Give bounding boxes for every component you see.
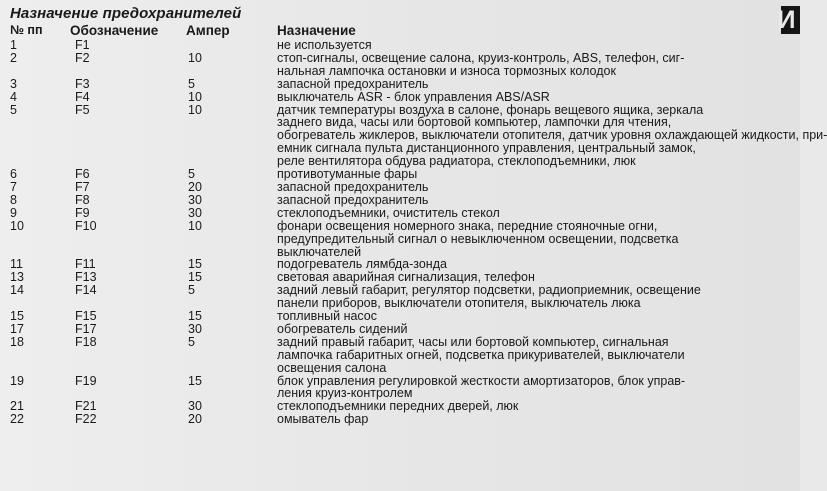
fuse-purpose-line: лампочка габаритных огней, подсветка прикуривателей, выключатели — [277, 347, 685, 362]
row-number: 18 — [10, 334, 24, 349]
fuse-purpose-line: обогреватель сидений — [277, 321, 408, 336]
row-number: 4 — [10, 89, 17, 104]
fuse-purpose-line: блок управления регулировкой жесткости амортизаторов, блок управ- — [277, 373, 686, 388]
table-row — [0, 220, 780, 259]
fuse-code: F14 — [75, 283, 97, 298]
table-row — [0, 413, 780, 426]
fuse-purpose — [277, 310, 780, 323]
section-tab — [777, 6, 800, 34]
fuse-ampere: 5 — [188, 167, 195, 182]
table-row — [0, 39, 780, 52]
fuse-ampere: 10 — [188, 218, 202, 233]
fuse-ampere: 20 — [188, 412, 202, 427]
fuse-ampere: 10 — [188, 102, 202, 117]
row-number: 11 — [10, 257, 23, 272]
fuse-purpose-line: датчик температуры воздуха в салоне, фонарь вещевого ящика, зеркала — [277, 102, 704, 117]
fuse-code: F10 — [75, 218, 97, 233]
fuse-purpose — [277, 375, 780, 401]
fuse-purpose-line: запасной предохранитель — [277, 179, 429, 194]
column-header-code: Обозначение — [70, 23, 159, 38]
row-number: 22 — [10, 412, 24, 427]
fuse-code: F1 — [75, 38, 90, 52]
fuse-ampere: 5 — [188, 334, 195, 349]
fuse-purpose-line: стоп-сигналы, освещение салона, круиз-контроль, ABS, телефон, сиг- — [277, 50, 685, 65]
table-row — [0, 91, 780, 104]
fuse-purpose-line: реле вентилятора обдува радиатора, стеклоподъемники, люк — [277, 154, 636, 169]
fuse-purpose-line: фонари освещения номерного знака, передние стояночные огни, — [277, 218, 658, 233]
fuse-code: F13 — [75, 270, 97, 285]
fuse-purpose — [277, 413, 780, 426]
fuse-ampere: 15 — [188, 270, 202, 285]
fuse-purpose-line: запасной предохранитель — [277, 76, 429, 91]
table-row — [0, 400, 780, 413]
fuse-purpose — [277, 323, 780, 336]
fuse-purpose-line: противотуманные фары — [277, 167, 418, 182]
fuse-code: F3 — [75, 76, 90, 91]
table-row — [0, 194, 780, 207]
row-number: 17 — [10, 321, 24, 336]
fuse-purpose-line: ления круиз-контролем — [277, 386, 413, 401]
fuse-purpose-line: запасной предохранитель — [277, 192, 429, 207]
fuse-purpose-line: нальная лампочка остановки и износа тормозных колодок — [277, 63, 616, 78]
fuse-purpose — [277, 336, 780, 375]
fuse-ampere: 30 — [188, 192, 202, 207]
fuse-purpose-line: задний правый габарит, часы или бортовой компьютер, сигнальная — [277, 334, 669, 349]
table-row — [0, 284, 780, 310]
fuse-purpose — [277, 91, 780, 104]
fuse-ampere: 15 — [188, 373, 202, 388]
row-number: 3 — [10, 76, 17, 91]
column-header-purpose: Назначение — [277, 23, 356, 38]
table-row — [0, 78, 780, 91]
column-header-ampere: Ампер — [186, 23, 230, 38]
column-header-number: № пп — [10, 23, 43, 37]
fuse-purpose — [277, 52, 780, 78]
fuse-purpose-line: световая аварийная сигнализация, телефон — [277, 270, 535, 285]
fuse-code: F6 — [75, 167, 90, 182]
fuse-ampere: 5 — [188, 283, 195, 298]
fuse-table — [0, 38, 827, 427]
row-number: 8 — [10, 192, 17, 207]
table-row — [0, 102, 827, 169]
row-number: 2 — [10, 50, 17, 65]
fuse-purpose-line: топливный насос — [277, 309, 378, 324]
fuse-code: F22 — [75, 412, 97, 427]
fuse-purpose — [277, 181, 780, 194]
fuse-purpose — [277, 220, 780, 259]
row-number: 14 — [10, 283, 24, 298]
fuse-purpose — [277, 194, 780, 207]
fuse-code: F2 — [75, 50, 90, 65]
fuse-code: F7 — [75, 179, 90, 194]
fuse-code: F11 — [75, 257, 96, 272]
row-number: 21 — [10, 399, 24, 414]
fuse-code: F15 — [75, 309, 97, 324]
fuse-code: F17 — [75, 321, 97, 336]
fuse-purpose-line: обогреватель жиклеров, выключатели отопителя, датчик уровня охлаждающей жидкости, при- — [277, 128, 827, 143]
fuse-ampere: 10 — [188, 89, 202, 104]
fuse-purpose-line: заднего вида, часы или бортовой компьютер, лампочки для чтения, — [277, 115, 672, 130]
fuse-purpose-line: стеклоподъемники передних дверей, люк — [277, 399, 519, 414]
page-title: Назначение предохранителей — [10, 5, 242, 22]
fuse-ampere: 20 — [188, 179, 202, 194]
fuse-ampere: 15 — [188, 257, 202, 272]
fuse-code: F19 — [75, 373, 97, 388]
table-row — [0, 375, 780, 401]
fuse-ampere: 30 — [188, 205, 202, 220]
row-number: 13 — [10, 270, 24, 285]
fuse-purpose — [277, 102, 827, 169]
row-number: 10 — [10, 218, 24, 233]
fuse-purpose-line: подогреватель лямбда-зонда — [277, 257, 447, 272]
fuse-ampere: 10 — [188, 50, 202, 65]
fuse-ampere: 5 — [188, 76, 195, 91]
fuse-code: F4 — [75, 89, 90, 104]
fuse-code: F21 — [75, 399, 97, 414]
row-number: 15 — [10, 309, 24, 324]
fuse-ampere: 30 — [188, 321, 202, 336]
row-number: 7 — [10, 179, 17, 194]
row-number: 1 — [10, 38, 17, 52]
fuse-ampere: 15 — [188, 309, 202, 324]
table-row — [0, 323, 780, 336]
fuse-code: F8 — [75, 192, 90, 207]
fuse-purpose-line: выключателей — [277, 244, 362, 259]
table-row — [0, 52, 780, 78]
fuse-purpose-line: емник сигнала пульта дистанционного управления, центральный замок, — [277, 141, 696, 156]
fuse-purpose-line: освещения салона — [277, 360, 387, 375]
row-number: 6 — [10, 167, 17, 182]
fuse-purpose — [277, 39, 780, 52]
row-number: 9 — [10, 205, 17, 220]
fuse-ampere: 30 — [188, 399, 202, 414]
fuse-purpose-line: стеклоподъемники, очиститель стекол — [277, 205, 500, 220]
fuse-code: F9 — [75, 205, 90, 220]
fuse-purpose-line: задний левый габарит, регулятор подсветки, радиоприемник, освещение — [277, 283, 701, 298]
fuse-code: F18 — [75, 334, 97, 349]
fuse-purpose-line: выключатель ASR - блок управления ABS/ASR — [277, 89, 550, 104]
fuse-code: F5 — [75, 102, 90, 117]
table-row — [0, 207, 780, 220]
fuse-purpose — [277, 78, 780, 91]
fuse-purpose-line: панели приборов, выключатели отопителя, выключатель люка — [277, 296, 641, 311]
fuse-purpose-line: омыватель фар — [277, 412, 369, 427]
fuse-purpose — [277, 207, 780, 220]
row-number: 19 — [10, 373, 24, 388]
fuse-purpose — [277, 284, 780, 310]
fuse-purpose-line: не используется — [277, 38, 372, 52]
table-row — [0, 181, 780, 194]
fuse-purpose-line: предупредительный сигнал о невыключенном освещении, подсветка — [277, 231, 679, 246]
row-number: 5 — [10, 102, 17, 117]
table-row — [0, 310, 780, 323]
section-tab-letter: И — [777, 6, 796, 34]
table-row — [0, 336, 780, 375]
